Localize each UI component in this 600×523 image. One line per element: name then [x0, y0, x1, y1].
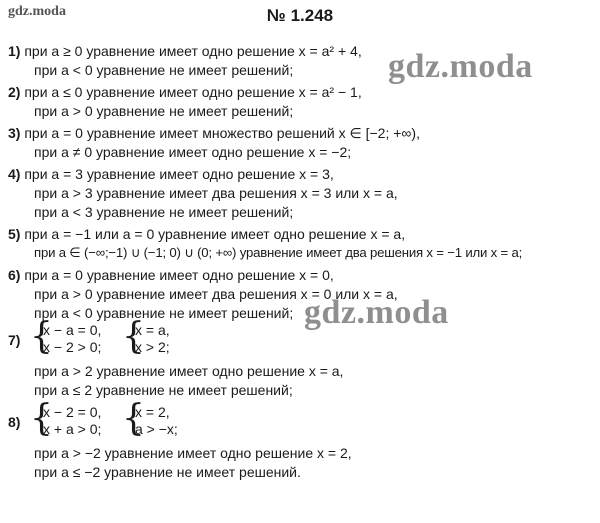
item-5-text-1: при a = −1 или a = 0 уравнение имеет одно решение x = a,	[24, 226, 406, 242]
item-7-number-wrap	[8, 331, 20, 349]
item-7-sys-right-2: x > 2;	[135, 339, 170, 355]
item-8-system	[30, 398, 210, 440]
item-4-line-3: при a < 3 уравнение не имеет решений;	[34, 204, 294, 220]
item-6-text-1: при a = 0 уравнение имеет одно решение x = 0,	[24, 267, 334, 283]
watermark-large-middle: gdz.moda	[304, 294, 449, 331]
item-6-line-2: при a > 0 уравнение имеет два решения x = 0 или x = a,	[34, 286, 398, 302]
item-7-sys-right-1: x = a,	[135, 322, 170, 338]
item-4-number: 4)	[8, 166, 21, 182]
item-6-line-3: при a < 0 уравнение не имеет решений;	[34, 305, 294, 321]
item-3-text-1: при a = 0 уравнение имеет множество решений x ∈ [−2; +∞),	[24, 125, 420, 141]
item-8-line-1: при a > −2 уравнение имеет одно решение x = 2,	[34, 445, 352, 461]
item-6-number: 6)	[8, 267, 21, 283]
item-7-brace-right: {	[122, 316, 145, 357]
item-5-line-2: при a ∈ (−∞;−1) ∪ (−1; 0) ∪ (0; +∞) уравнение имеет два решения x = −1 или x = a;	[34, 245, 523, 260]
item-3-line-1	[8, 124, 420, 142]
item-7-line-2: при a ≤ 2 уравнение не имеет решений;	[34, 382, 293, 398]
watermark-large-top: gdz.moda	[388, 48, 533, 85]
item-7-system	[30, 316, 210, 358]
item-1-number: 1)	[8, 43, 21, 59]
item-7-line-1: при a > 2 уравнение имеет одно решение x = a,	[34, 363, 344, 379]
item-6-line-1	[8, 266, 334, 284]
item-4-line-1	[8, 165, 334, 183]
item-7-sys-left-1: x − a = 0,	[43, 322, 102, 338]
item-8-sys-left-1: x − 2 = 0,	[43, 404, 102, 420]
item-3-number: 3)	[8, 125, 21, 141]
item-4-line-2: при a > 3 уравнение имеет два решения x = 3 или x = a,	[34, 185, 398, 201]
item-8-brace-left: {	[30, 398, 53, 439]
item-8-sys-right-1: x = 2,	[135, 404, 170, 420]
item-3-line-2: при a ≠ 0 уравнение имеет одно решение x = −2;	[34, 144, 352, 160]
item-1-line-2: при a < 0 уравнение не имеет решений;	[34, 62, 294, 78]
item-7-number: 7)	[8, 332, 21, 348]
item-1-text-1: при a ≥ 0 уравнение имеет одно решение x = a² + 4,	[24, 43, 362, 59]
item-2-text-1: при a ≤ 0 уравнение имеет одно решение x = a² − 1,	[24, 84, 362, 100]
item-8-sys-right-2: a > −x;	[135, 421, 178, 437]
item-7-sys-left-2: x − 2 > 0;	[43, 339, 102, 355]
item-1-line-1	[8, 42, 362, 60]
item-8-line-2: при a ≤ −2 уравнение не имеет решений.	[34, 464, 301, 480]
item-2-line-2: при a > 0 уравнение не имеет решений;	[34, 103, 294, 119]
watermark-small: gdz.moda	[8, 4, 66, 19]
item-4-text-1: при a = 3 уравнение имеет одно решение x = 3,	[24, 166, 334, 182]
item-8-brace-right: {	[122, 398, 145, 439]
item-8-number-wrap	[8, 413, 20, 431]
item-7-brace-left: {	[30, 316, 53, 357]
item-8-sys-left-2: x + a > 0;	[43, 421, 102, 437]
item-5-line-1	[8, 225, 405, 243]
item-5-number: 5)	[8, 226, 21, 242]
problem-title: № 1.248	[266, 6, 334, 25]
item-2-line-1	[8, 83, 362, 101]
item-2-number: 2)	[8, 84, 21, 100]
item-8-number: 8)	[8, 414, 21, 430]
